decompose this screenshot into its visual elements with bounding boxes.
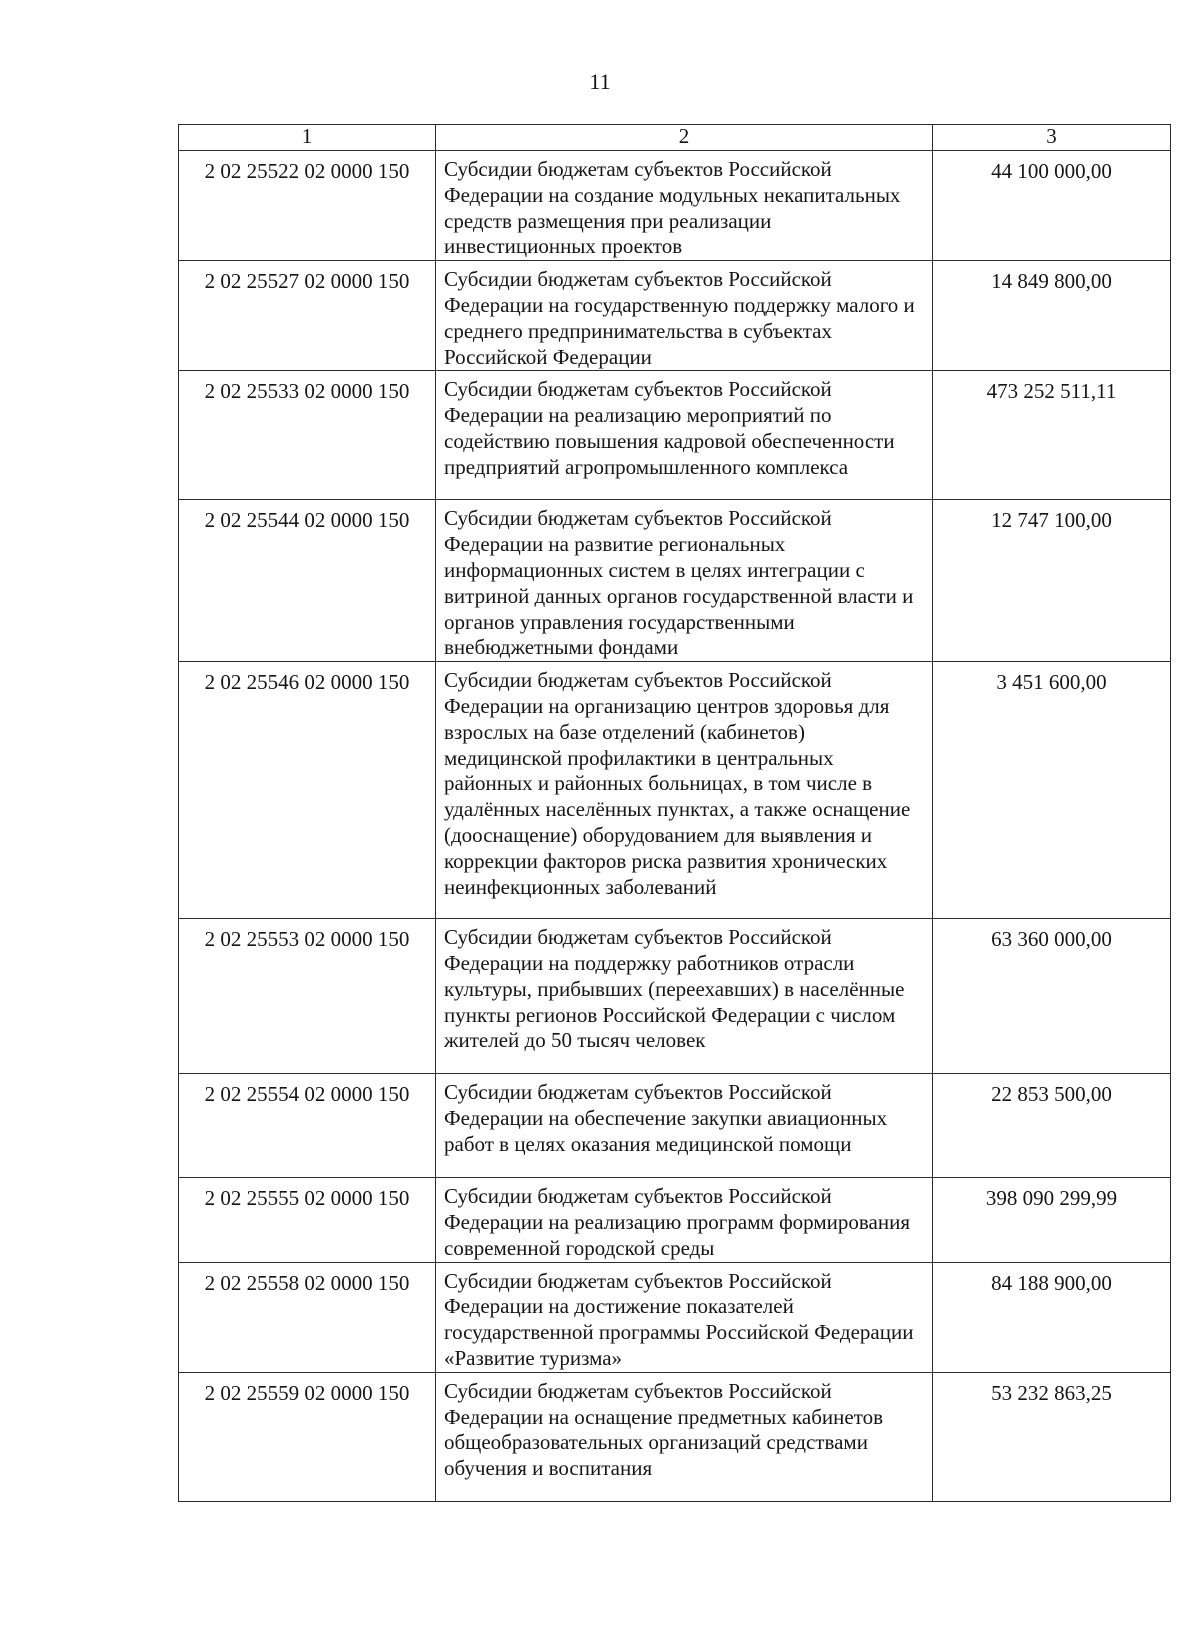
budget-code: 2 02 25533 02 0000 150	[179, 371, 436, 500]
column-number-1: 1	[179, 125, 436, 151]
budget-code: 2 02 25546 02 0000 150	[179, 662, 436, 919]
subsidy-amount: 84 188 900,00	[933, 1262, 1171, 1372]
column-number-2: 2	[436, 125, 933, 151]
subsidy-amount: 12 747 100,00	[933, 500, 1171, 662]
budget-code: 2 02 25527 02 0000 150	[179, 261, 436, 371]
subsidy-description: Субсидии бюджетам субъектов Российской Федерации на организацию центров здоровья для взрослых на базе отделений (кабинетов) медицинской профилактики в центральных районных и районных больницах, в том числе в удалённых населённых пунктах, а также оснащение (дооснащение) оборудованием для выявления и коррекции факторов риска развития хронических неинфекционных заболеваний	[436, 662, 933, 919]
subsidy-description: Субсидии бюджетам субъектов Российской Федерации на государственную поддержку малого и среднего предпринимательства в субъектах Российской Федерации	[436, 261, 933, 371]
table-row	[179, 1074, 1171, 1178]
subsidy-amount: 14 849 800,00	[933, 261, 1171, 371]
subsidy-description: Субсидии бюджетам субъектов Российской Федерации на реализацию мероприятий по содействию повышения кадровой обеспеченности предприятий агропромышленного комплекса	[436, 371, 933, 500]
table-row	[179, 1178, 1171, 1262]
budget-code: 2 02 25522 02 0000 150	[179, 151, 436, 261]
table-row	[179, 371, 1171, 500]
table-row	[179, 500, 1171, 662]
table-row	[179, 261, 1171, 371]
page-number: 11	[589, 69, 611, 94]
table-row	[179, 662, 1171, 919]
subsidy-description: Субсидии бюджетам субъектов Российской Федерации на поддержку работников отрасли культуры, прибывших (переехавших) в населённые пункты регионов Российской Федерации с числом жителей до 50 тысяч человек	[436, 919, 933, 1074]
budget-table	[178, 124, 1171, 1502]
subsidy-description: Субсидии бюджетам субъектов Российской Федерации на развитие региональных информационных систем в целях интеграции с витриной данных органов государственной власти и органов управления государственными внебюджетными фондами	[436, 500, 933, 662]
budget-code: 2 02 25558 02 0000 150	[179, 1262, 436, 1372]
subsidy-amount: 3 451 600,00	[933, 662, 1171, 919]
subsidy-description: Субсидии бюджетам субъектов Российской Федерации на обеспечение закупки авиационных работ в целях оказания медицинской помощи	[436, 1074, 933, 1178]
table-header-row	[179, 125, 1171, 151]
column-number-3: 3	[933, 125, 1171, 151]
budget-code: 2 02 25544 02 0000 150	[179, 500, 436, 662]
subsidy-amount: 53 232 863,25	[933, 1372, 1171, 1501]
budget-code: 2 02 25559 02 0000 150	[179, 1372, 436, 1501]
subsidy-amount: 473 252 511,11	[933, 371, 1171, 500]
subsidy-amount: 44 100 000,00	[933, 151, 1171, 261]
table-row	[179, 151, 1171, 261]
budget-code: 2 02 25555 02 0000 150	[179, 1178, 436, 1262]
subsidy-amount: 63 360 000,00	[933, 919, 1171, 1074]
table-row	[179, 1262, 1171, 1372]
table-row	[179, 919, 1171, 1074]
subsidy-description: Субсидии бюджетам субъектов Российской Федерации на реализацию программ формирования современной городской среды	[436, 1178, 933, 1262]
table-row	[179, 1372, 1171, 1501]
budget-code: 2 02 25554 02 0000 150	[179, 1074, 436, 1178]
subsidy-amount: 22 853 500,00	[933, 1074, 1171, 1178]
budget-code: 2 02 25553 02 0000 150	[179, 919, 436, 1074]
subsidy-description: Субсидии бюджетам субъектов Российской Федерации на достижение показателей государственной программы Российской Федерации «Развитие туризма»	[436, 1262, 933, 1372]
subsidy-description: Субсидии бюджетам субъектов Российской Федерации на оснащение предметных кабинетов общеобразовательных организаций средствами обучения и воспитания	[436, 1372, 933, 1501]
subsidy-description: Субсидии бюджетам субъектов Российской Федерации на создание модульных некапитальных средств размещения при реализации инвестиционных проектов	[436, 151, 933, 261]
subsidy-amount: 398 090 299,99	[933, 1178, 1171, 1262]
